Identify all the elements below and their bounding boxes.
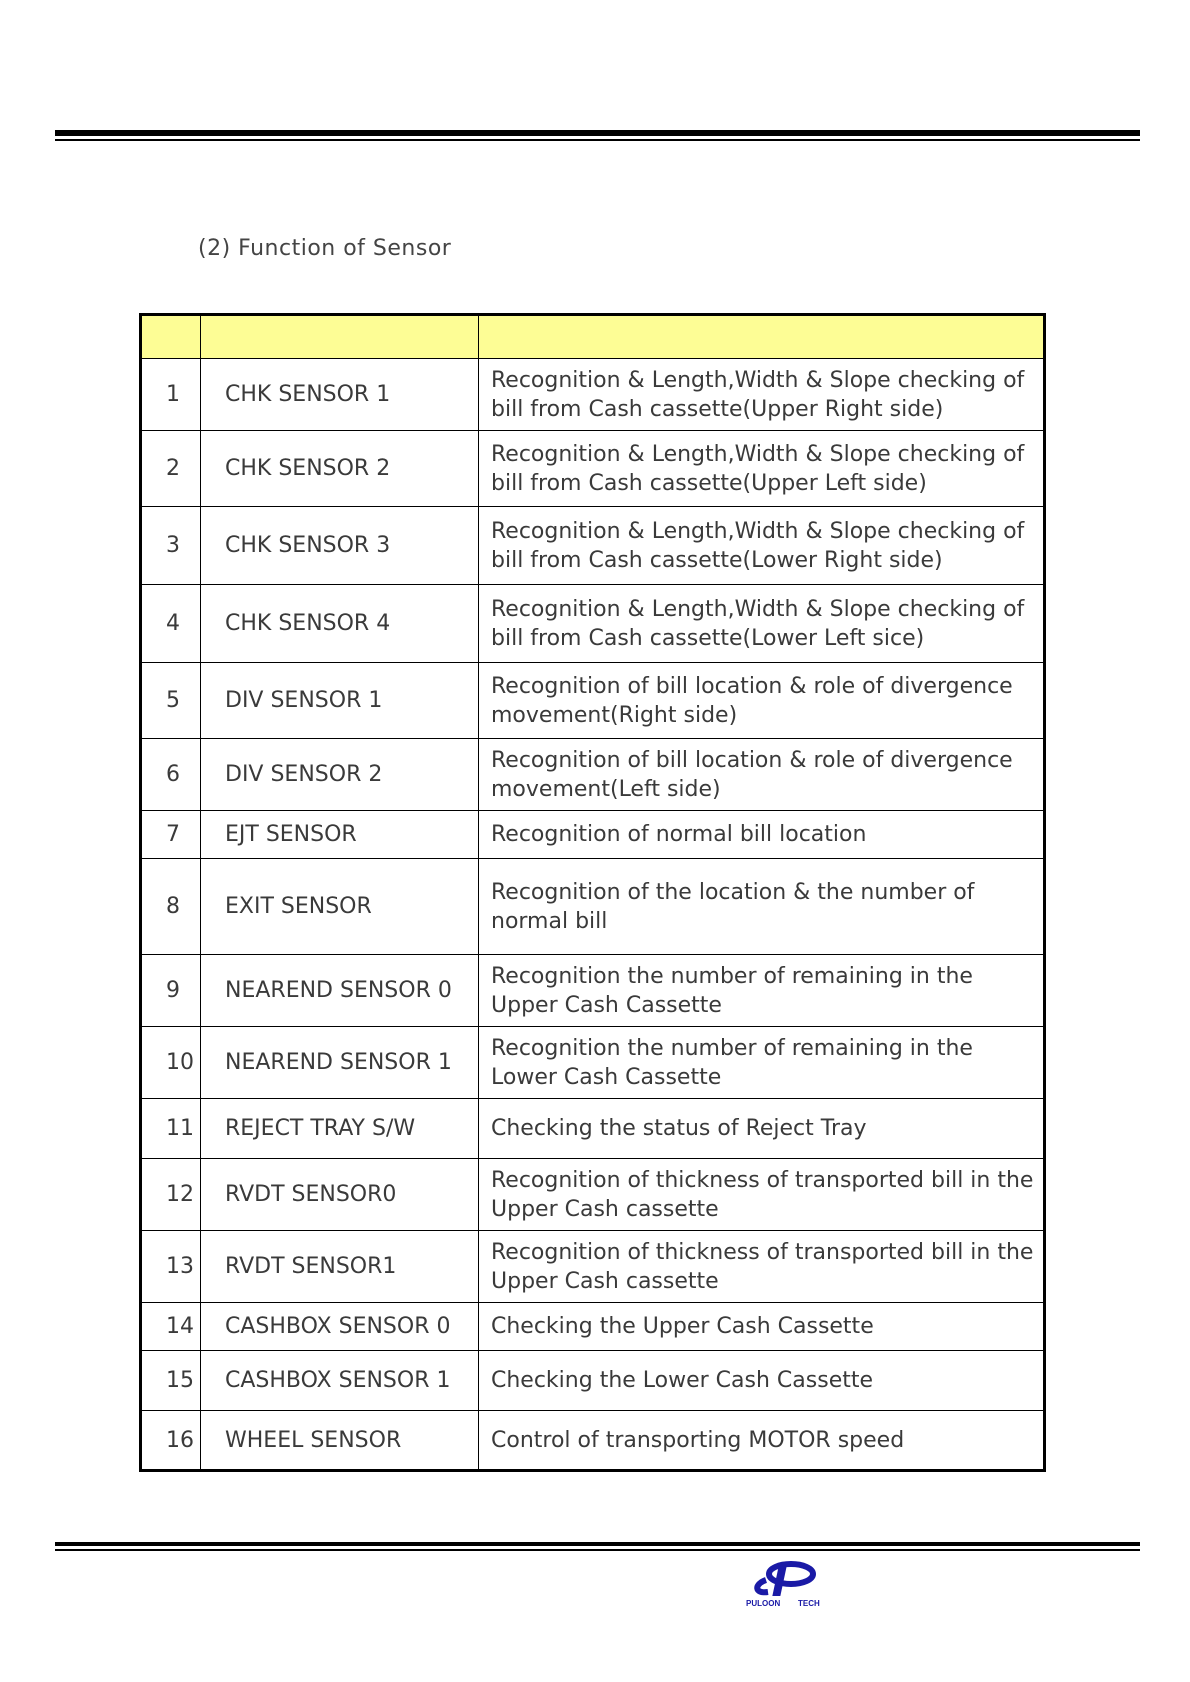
sensor-function: Checking the Lower Cash Cassette bbox=[479, 1351, 1045, 1411]
table-row bbox=[141, 739, 1045, 811]
row-number: 12 bbox=[141, 1159, 201, 1231]
svg-text:PULOON: PULOON bbox=[746, 1599, 781, 1608]
row-number: 11 bbox=[141, 1099, 201, 1159]
sensor-function: Recognition of thickness of transported bill in the Upper Cash cassette bbox=[479, 1159, 1045, 1231]
sensor-function: Recognition of the location & the number of normal bill bbox=[479, 859, 1045, 955]
row-number: 16 bbox=[141, 1411, 201, 1471]
table-row bbox=[141, 431, 1045, 507]
table-row bbox=[141, 507, 1045, 585]
sensor-function: Recognition the number of remaining in the Upper Cash Cassette bbox=[479, 955, 1045, 1027]
sensor-function: Checking the Upper Cash Cassette bbox=[479, 1303, 1045, 1351]
row-number: 7 bbox=[141, 811, 201, 859]
sensor-name: CASHBOX SENSOR 0 bbox=[201, 1303, 479, 1351]
sensor-name: EJT SENSOR bbox=[201, 811, 479, 859]
row-number: 6 bbox=[141, 739, 201, 811]
row-number: 3 bbox=[141, 507, 201, 585]
sensor-function: Recognition of thickness of transported bill in the Upper Cash cassette bbox=[479, 1231, 1045, 1303]
row-number: 5 bbox=[141, 663, 201, 739]
svg-text:TECH: TECH bbox=[798, 1599, 820, 1608]
row-number: 8 bbox=[141, 859, 201, 955]
footer-rule bbox=[55, 1542, 1140, 1551]
table-row bbox=[141, 359, 1045, 431]
row-number: 14 bbox=[141, 1303, 201, 1351]
sensor-name: CHK SENSOR 4 bbox=[201, 585, 479, 663]
row-number: 15 bbox=[141, 1351, 201, 1411]
sensor-function: Recognition of bill location & role of divergence movement(Left side) bbox=[479, 739, 1045, 811]
table-row bbox=[141, 1027, 1045, 1099]
row-number: 2 bbox=[141, 431, 201, 507]
section-title: (2) Function of Sensor bbox=[198, 236, 452, 261]
row-number: 1 bbox=[141, 359, 201, 431]
table-row bbox=[141, 811, 1045, 859]
table-row bbox=[141, 955, 1045, 1027]
sensor-function: Checking the status of Reject Tray bbox=[479, 1099, 1045, 1159]
sensor-name: CHK SENSOR 2 bbox=[201, 431, 479, 507]
table-row bbox=[141, 1303, 1045, 1351]
table-row bbox=[141, 1411, 1045, 1471]
sensor-function: Recognition & Length,Width & Slope checking of bill from Cash cassette(Lower Left sice) bbox=[479, 585, 1045, 663]
sensor-function: Recognition & Length,Width & Slope checking of bill from Cash cassette(Upper Right side) bbox=[479, 359, 1045, 431]
header-sensor bbox=[201, 315, 479, 359]
table-row bbox=[141, 1099, 1045, 1159]
table-header-row bbox=[141, 315, 1045, 359]
sensor-name: RVDT SENSOR0 bbox=[201, 1159, 479, 1231]
sensor-function: Control of transporting MOTOR speed bbox=[479, 1411, 1045, 1471]
sensor-function-table bbox=[139, 313, 1046, 1472]
sensor-function: Recognition the number of remaining in the Lower Cash Cassette bbox=[479, 1027, 1045, 1099]
table-row bbox=[141, 1159, 1045, 1231]
sensor-name: NEAREND SENSOR 0 bbox=[201, 955, 479, 1027]
sensor-function: Recognition of normal bill location bbox=[479, 811, 1045, 859]
row-number: 10 bbox=[141, 1027, 201, 1099]
sensor-name: DIV SENSOR 1 bbox=[201, 663, 479, 739]
row-number: 4 bbox=[141, 585, 201, 663]
sensor-name: REJECT TRAY S/W bbox=[201, 1099, 479, 1159]
sensor-name: CASHBOX SENSOR 1 bbox=[201, 1351, 479, 1411]
table-row bbox=[141, 1231, 1045, 1303]
table-row bbox=[141, 1351, 1045, 1411]
table-row bbox=[141, 859, 1045, 955]
sensor-name: CHK SENSOR 1 bbox=[201, 359, 479, 431]
sensor-function: Recognition of bill location & role of divergence movement(Right side) bbox=[479, 663, 1045, 739]
sensor-name: DIV SENSOR 2 bbox=[201, 739, 479, 811]
header-function bbox=[479, 315, 1045, 359]
sensor-function: Recognition & Length,Width & Slope checking of bill from Cash cassette(Upper Left side) bbox=[479, 431, 1045, 507]
sensor-name: CHK SENSOR 3 bbox=[201, 507, 479, 585]
table-row bbox=[141, 585, 1045, 663]
sensor-function: Recognition & Length,Width & Slope checking of bill from Cash cassette(Lower Right side) bbox=[479, 507, 1045, 585]
sensor-name: EXIT SENSOR bbox=[201, 859, 479, 955]
sensor-name: RVDT SENSOR1 bbox=[201, 1231, 479, 1303]
header-number bbox=[141, 315, 201, 359]
sensor-name: NEAREND SENSOR 1 bbox=[201, 1027, 479, 1099]
table-row bbox=[141, 663, 1045, 739]
sensor-name: WHEEL SENSOR bbox=[201, 1411, 479, 1471]
puloon-tech-logo-mark bbox=[746, 1560, 820, 1610]
row-number: 9 bbox=[141, 955, 201, 1027]
puloon-tech-logo bbox=[746, 1560, 820, 1610]
row-number: 13 bbox=[141, 1231, 201, 1303]
header-rule bbox=[55, 130, 1140, 141]
